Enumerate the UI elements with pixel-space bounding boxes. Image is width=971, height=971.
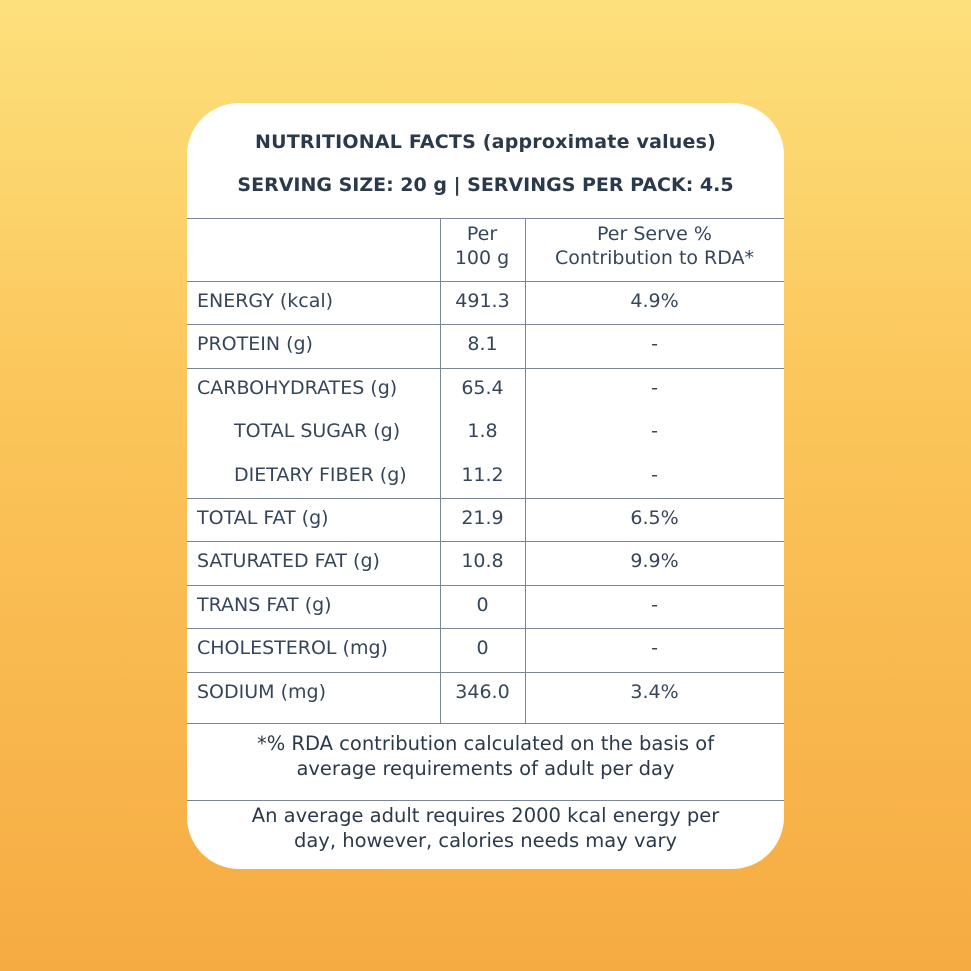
table-top-divider — [187, 218, 784, 219]
nutrition-title: NUTRITIONAL FACTS (approximate values) — [254, 131, 717, 153]
rda-footnote-line1: *% RDA contribution calculated on the basis of — [256, 732, 715, 755]
row-divider — [187, 541, 784, 542]
value-per-100g: 1.8 — [467, 420, 498, 443]
header-per-100g — [440, 222, 524, 270]
row-divider — [187, 498, 784, 499]
value-rda-percent: 9.9% — [630, 550, 679, 573]
energy-footnote-line1: An average adult requires 2000 kcal energy per — [251, 804, 720, 827]
value-rda-percent: 6.5% — [630, 507, 679, 529]
value-per-100g: 21.9 — [461, 507, 504, 529]
row-divider — [187, 672, 784, 673]
header-rda-line1: Per Serve % — [597, 223, 712, 245]
value-per-100g: 10.8 — [461, 550, 504, 573]
row-divider — [187, 585, 784, 586]
header-per-100g-line2: 100 g — [454, 247, 510, 269]
value-rda-percent: - — [651, 463, 658, 486]
notes-divider — [187, 800, 784, 801]
value-rda-percent: - — [651, 376, 658, 399]
nutrient-name: CARBOHYDRATES (g) — [197, 376, 398, 399]
rda-footnote — [187, 731, 784, 781]
value-per-100g: 11.2 — [461, 463, 504, 486]
value-per-100g: 491.3 — [455, 290, 510, 312]
value-per-100g: 0 — [476, 637, 489, 660]
row-divider — [187, 281, 784, 282]
value-rda-percent: - — [651, 333, 658, 356]
nutrient-name: CHOLESTEROL (mg) — [197, 637, 388, 660]
value-rda-percent: - — [651, 593, 658, 616]
table-bottom-divider — [187, 723, 784, 724]
value-rda-percent: - — [651, 637, 658, 660]
value-per-100g: 65.4 — [461, 376, 504, 399]
energy-footnote — [187, 803, 784, 853]
serving-info: SERVING SIZE: 20 g | SERVINGS PER PACK: 4.5 — [237, 174, 734, 196]
nutrient-name: SODIUM (mg) — [197, 680, 326, 703]
energy-footnote-line2: day, however, calories needs may vary — [293, 829, 678, 852]
nutrition-card — [187, 103, 784, 869]
value-per-100g: 8.1 — [467, 333, 498, 356]
nutrient-name: TOTAL FAT (g) — [197, 507, 329, 529]
value-rda-percent: - — [651, 420, 658, 443]
header-rda — [525, 222, 784, 270]
nutrient-name: DIETARY FIBER (g) — [234, 463, 407, 486]
header-rda-line2: Contribution to RDA* — [554, 247, 755, 269]
nutrient-name: TOTAL SUGAR (g) — [234, 420, 401, 443]
nutrient-name: SATURATED FAT (g) — [197, 550, 380, 573]
value-per-100g: 346.0 — [455, 680, 510, 703]
value-rda-percent: 4.9% — [630, 290, 679, 312]
header-per-100g-line1: Per — [466, 223, 498, 245]
value-rda-percent: 3.4% — [630, 680, 679, 703]
row-divider — [187, 368, 784, 369]
value-per-100g: 0 — [476, 593, 489, 616]
nutrient-name: PROTEIN (g) — [197, 333, 313, 356]
rda-footnote-line2: average requirements of adult per day — [296, 757, 675, 780]
row-divider — [187, 324, 784, 325]
nutrient-name: ENERGY (kcal) — [197, 290, 334, 312]
row-divider — [187, 628, 784, 629]
nutrient-name: TRANS FAT (g) — [197, 593, 332, 616]
